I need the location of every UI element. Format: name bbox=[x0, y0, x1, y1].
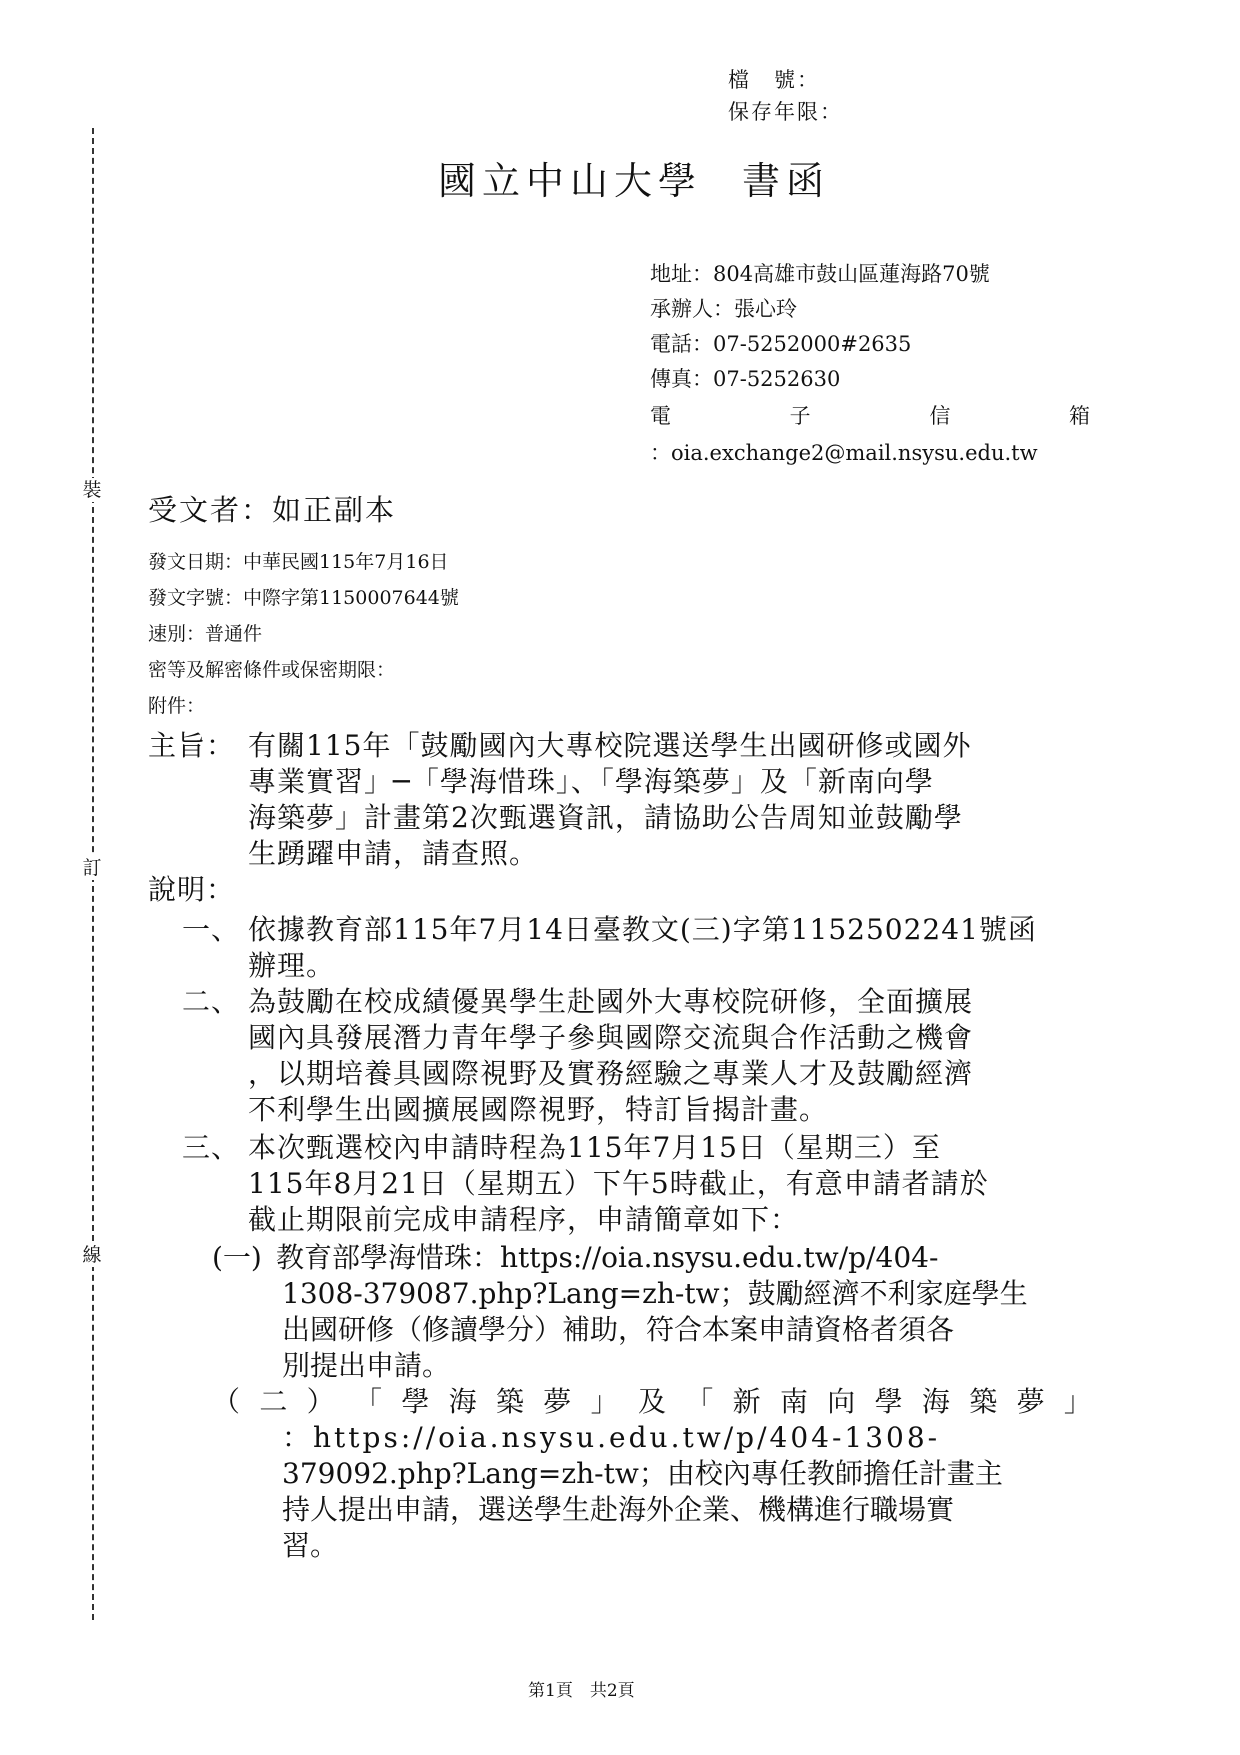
sub-item-line: ：https://oia.nsysu.edu.tw/p/404-1308- bbox=[282, 1421, 941, 1454]
speed-class: 速別：普通件 bbox=[148, 623, 263, 645]
sub-item-line: 別提出申請。 bbox=[282, 1349, 451, 1382]
item-marker: 一、 bbox=[182, 913, 241, 946]
doc-number: 發文字號：中際字第1150007644號 bbox=[148, 587, 459, 609]
contact-email: ：oia.exchange2@mail.nsysu.edu.tw bbox=[650, 441, 1038, 465]
contact-address: 地址：804高雄市鼓山區蓮海路70號 bbox=[650, 262, 990, 286]
sub-item-line: 習。 bbox=[282, 1529, 339, 1562]
item-marker: 三、 bbox=[182, 1131, 241, 1164]
subject-line: 有關115年「鼓勵國內大專校院選送學生出國研修或國外 bbox=[248, 729, 972, 762]
item-marker: 二、 bbox=[182, 985, 241, 1018]
item-line: 辦理。 bbox=[248, 949, 336, 982]
contact-phone: 電話：07-5252000#2635 bbox=[650, 332, 912, 356]
secrecy-level: 密等及解密條件或保密期限： bbox=[148, 659, 396, 681]
item-line: 不利學生出國擴展國際視野，特訂旨揭計畫。 bbox=[248, 1093, 829, 1126]
item-line: 依據教育部115年7月14日臺教文(三)字第1152502241號函 bbox=[248, 913, 1037, 946]
file-number-label: 檔 號： bbox=[728, 68, 820, 92]
item-line: 本次甄選校內申請時程為115年7月15日（星期三）至 bbox=[248, 1131, 941, 1164]
binding-mark-zhuang: 裝 bbox=[82, 479, 102, 501]
subject-line: 專業實習」─「學海惜珠」、「學海築夢」及「新南向學 bbox=[248, 765, 934, 798]
doc-type: 書函 bbox=[742, 159, 831, 203]
recipient: 受文者：如正副本 bbox=[148, 493, 397, 527]
page-number: 第1頁 共2頁 bbox=[528, 1681, 635, 1701]
binding-mark-xian: 線 bbox=[82, 1244, 102, 1266]
sub-item-line: 1308-379087.php?Lang=zh-tw；鼓勵經濟不利家庭學生 bbox=[282, 1277, 1028, 1310]
sub-item-line: 出國研修（修讀學分）補助，符合本案申請資格者須各 bbox=[282, 1313, 955, 1346]
item-line: 為鼓勵在校成績優異學生赴國外大專校院研修，全面擴展 bbox=[248, 985, 974, 1018]
sub-item-marker: (一) bbox=[212, 1241, 262, 1274]
sub-item-line: 379092.php?Lang=zh-tw；由校內專任教師擔任計畫主 bbox=[282, 1457, 1003, 1490]
attachment: 附件： bbox=[148, 695, 206, 717]
sub-item-heading: （ 二 ） 「 學 海 築 夢 」 及 「 新 南 向 學 海 築 夢 」 bbox=[212, 1385, 1092, 1418]
item-line: 115年8月21日（星期五）下午5時截止，有意申請者請於 bbox=[248, 1167, 989, 1200]
item-line: 國內具發展潛力青年學子參與國際交流與合作活動之機會 bbox=[248, 1021, 974, 1054]
issue-date: 發文日期：中華民國115年7月16日 bbox=[148, 551, 449, 573]
subject-label: 主旨： bbox=[148, 729, 236, 762]
subject-line: 生踴躍申請，請查照。 bbox=[248, 837, 539, 870]
explanation-label: 說明： bbox=[148, 873, 236, 906]
org-name: 國立中山大學 bbox=[438, 159, 703, 203]
contact-email-label: 電 子 信 箱 bbox=[650, 404, 1090, 428]
item-line: ，以期培養具國際視野及實務經驗之專業人才及鼓勵經濟 bbox=[248, 1057, 974, 1090]
sub-item-line: 教育部學海惜珠：https://oia.nsysu.edu.tw/p/404- bbox=[276, 1241, 939, 1274]
item-line: 截止期限前完成申請程序，申請簡章如下： bbox=[248, 1203, 800, 1236]
sub-item-line: 持人提出申請，選送學生赴海外企業、機構進行職場實 bbox=[282, 1493, 955, 1526]
contact-fax: 傳真：07-5252630 bbox=[650, 367, 841, 391]
subject-line: 海築夢」計畫第2次甄選資訊，請協助公告周知並鼓勵學 bbox=[248, 801, 963, 834]
contact-handler: 承辦人：張心玲 bbox=[650, 297, 797, 321]
binding-mark-ding: 訂 bbox=[82, 857, 102, 879]
retention-period-label: 保存年限： bbox=[728, 100, 843, 124]
page-title bbox=[438, 150, 830, 205]
